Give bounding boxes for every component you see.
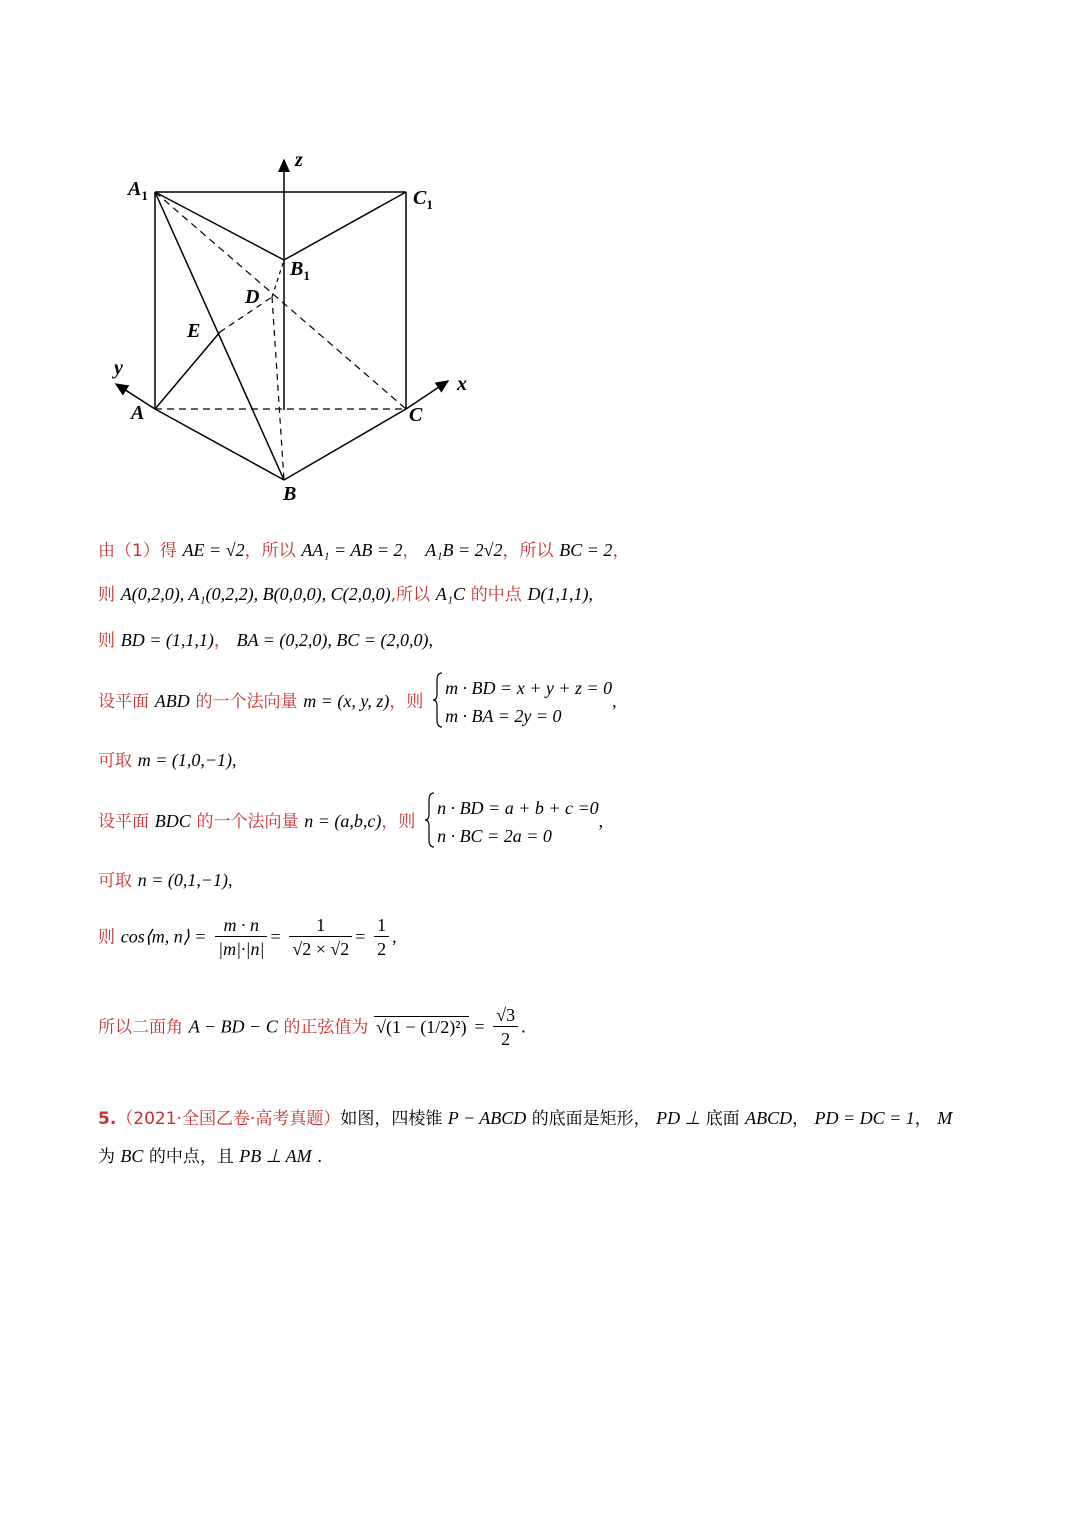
solution-line-5 [98, 748, 237, 773]
edge-A1-B1 [155, 192, 284, 260]
question-number: 5. [98, 1109, 117, 1129]
text: , [588, 584, 593, 604]
math: BDC [154, 811, 191, 831]
edge-C-B [284, 409, 406, 480]
label-z: z [295, 149, 303, 171]
math: m = (x, y, z) [303, 691, 390, 711]
math: ABD [154, 691, 190, 711]
text: 如图，四棱锥 [340, 1109, 443, 1129]
text: 为 [98, 1147, 115, 1167]
math: n = (a,b,c) [304, 811, 382, 831]
fraction [215, 914, 267, 961]
sqrt-expression: √(1 − (1/2)²) [376, 1016, 467, 1037]
text: 的中点，且 [148, 1147, 234, 1167]
edge-A1-B [155, 192, 284, 480]
text: 设平面 [98, 692, 149, 712]
left-brace-icon [425, 792, 435, 848]
equation-system [425, 794, 599, 850]
math: A − BD − C [188, 1016, 278, 1037]
math: BC [120, 1146, 144, 1166]
equals: = [270, 926, 281, 947]
math: A₁B = 2√2 [425, 540, 503, 560]
prism-figure [100, 140, 500, 510]
text: 的中点 [470, 585, 522, 605]
label-x: x [457, 373, 467, 395]
text: 可取 [98, 871, 132, 891]
text: 则 [98, 631, 115, 651]
left-brace-icon [433, 672, 443, 728]
text: ,所以 [390, 585, 431, 605]
math: cos⟨m, n⟩ = [120, 926, 207, 947]
label-y: y [114, 357, 123, 379]
text: 则 [98, 927, 115, 948]
solution-line-6 [98, 794, 603, 850]
denominator: |m|·|n| [218, 939, 265, 959]
edge-C1-B1 [284, 192, 406, 260]
text: ，则 [381, 812, 416, 832]
math: P − ABCD [447, 1108, 527, 1128]
text: , [232, 750, 237, 770]
text: ， [213, 631, 231, 651]
question-source: （2021·全国乙卷·高考真题） [116, 1109, 341, 1129]
text: . [521, 1016, 526, 1037]
solution-line-4 [98, 674, 617, 730]
text: ， [792, 1109, 810, 1129]
equation-system [433, 674, 612, 730]
equation-row: m · BA = 2y = 0 [445, 706, 562, 726]
edge-A-B [155, 409, 284, 480]
text: ， [914, 1109, 932, 1129]
text: , [392, 926, 397, 947]
numerator: 1 [374, 914, 389, 937]
equation-row: n · BC = 2a = 0 [437, 826, 552, 846]
math: BA = (0,2,0), BC = (2,0,0) [236, 630, 429, 650]
label-C1: $C_1$ [413, 187, 433, 212]
math: A(0,2,0), A₁(0,2,2), B(0,0,0), C(2,0,0) [120, 584, 391, 604]
text: 的底面是矩形， [531, 1109, 651, 1129]
text: 则 [98, 585, 115, 605]
label-E: E [187, 320, 201, 342]
text: , [612, 691, 617, 711]
math: PD ⊥ [656, 1108, 701, 1128]
solution-line-9 [98, 1004, 526, 1051]
text: ，则 [389, 692, 424, 712]
denominator: √2 × √2 [292, 939, 350, 959]
label-A1: $A_1$ [128, 178, 148, 203]
solution-line-3 [98, 628, 433, 653]
text: . [316, 1147, 323, 1167]
text: 底面 [705, 1109, 740, 1129]
math: AA₁ = AB = 2 [301, 540, 403, 560]
edge-A-E [155, 332, 220, 409]
text: ，所以 [244, 541, 296, 561]
text: , [598, 811, 604, 831]
denominator: 2 [377, 939, 387, 959]
edge-D-B1-hidden [272, 260, 284, 297]
equation-row: m · BD = x + y + z = 0 [445, 678, 613, 698]
math: D(1,1,1) [527, 584, 589, 604]
equals: = [355, 926, 366, 947]
math: AE = √2 [182, 540, 245, 560]
math: BD = (1,1,1) [120, 630, 214, 650]
text: , [428, 630, 434, 650]
text: 的正弦值为 [283, 1017, 369, 1038]
numerator: √3 [493, 1004, 518, 1027]
text: 的一个法向量 [195, 692, 298, 712]
math: PB ⊥ AM [239, 1146, 312, 1166]
text: ， [402, 541, 420, 561]
solution-line-1 [98, 538, 629, 563]
math: ABCD [745, 1108, 793, 1128]
denominator: 2 [501, 1029, 511, 1049]
label-C: C [409, 404, 423, 426]
math: n = (0,1,−1) [137, 870, 229, 890]
text: ， [612, 541, 630, 561]
solution-line-2 [98, 582, 593, 607]
math: m = (1,0,−1) [137, 750, 233, 770]
math: BC = 2 [559, 540, 613, 560]
numerator: 1 [289, 914, 352, 937]
fraction [374, 914, 389, 961]
math: A₁C [435, 584, 466, 604]
question-5 [98, 1100, 988, 1176]
label-D: D [245, 286, 260, 308]
text: 由（1）得 [98, 541, 177, 561]
equation-row: n · BD = a + b + c =0 [437, 798, 599, 818]
equals: = [474, 1016, 485, 1037]
fraction [493, 1004, 518, 1051]
text: ，所以 [502, 541, 554, 561]
numerator: m · n [215, 914, 267, 937]
text: 所以二面角 [98, 1017, 183, 1038]
label-B: B [283, 483, 297, 505]
solution-line-7 [98, 868, 233, 893]
math: M [937, 1108, 953, 1128]
edge-D-B-hidden [272, 297, 284, 480]
math: PD = DC = 1 [814, 1108, 915, 1128]
text: 的一个法向量 [196, 812, 299, 832]
label-B1: $B_1$ [290, 258, 310, 283]
label-A: A [131, 402, 145, 424]
text: , [228, 870, 233, 890]
fraction [289, 914, 352, 961]
solution-line-8 [98, 914, 397, 961]
edge-A1-C-hidden [155, 192, 406, 409]
text: 设平面 [98, 812, 149, 832]
text: 可取 [98, 751, 132, 771]
